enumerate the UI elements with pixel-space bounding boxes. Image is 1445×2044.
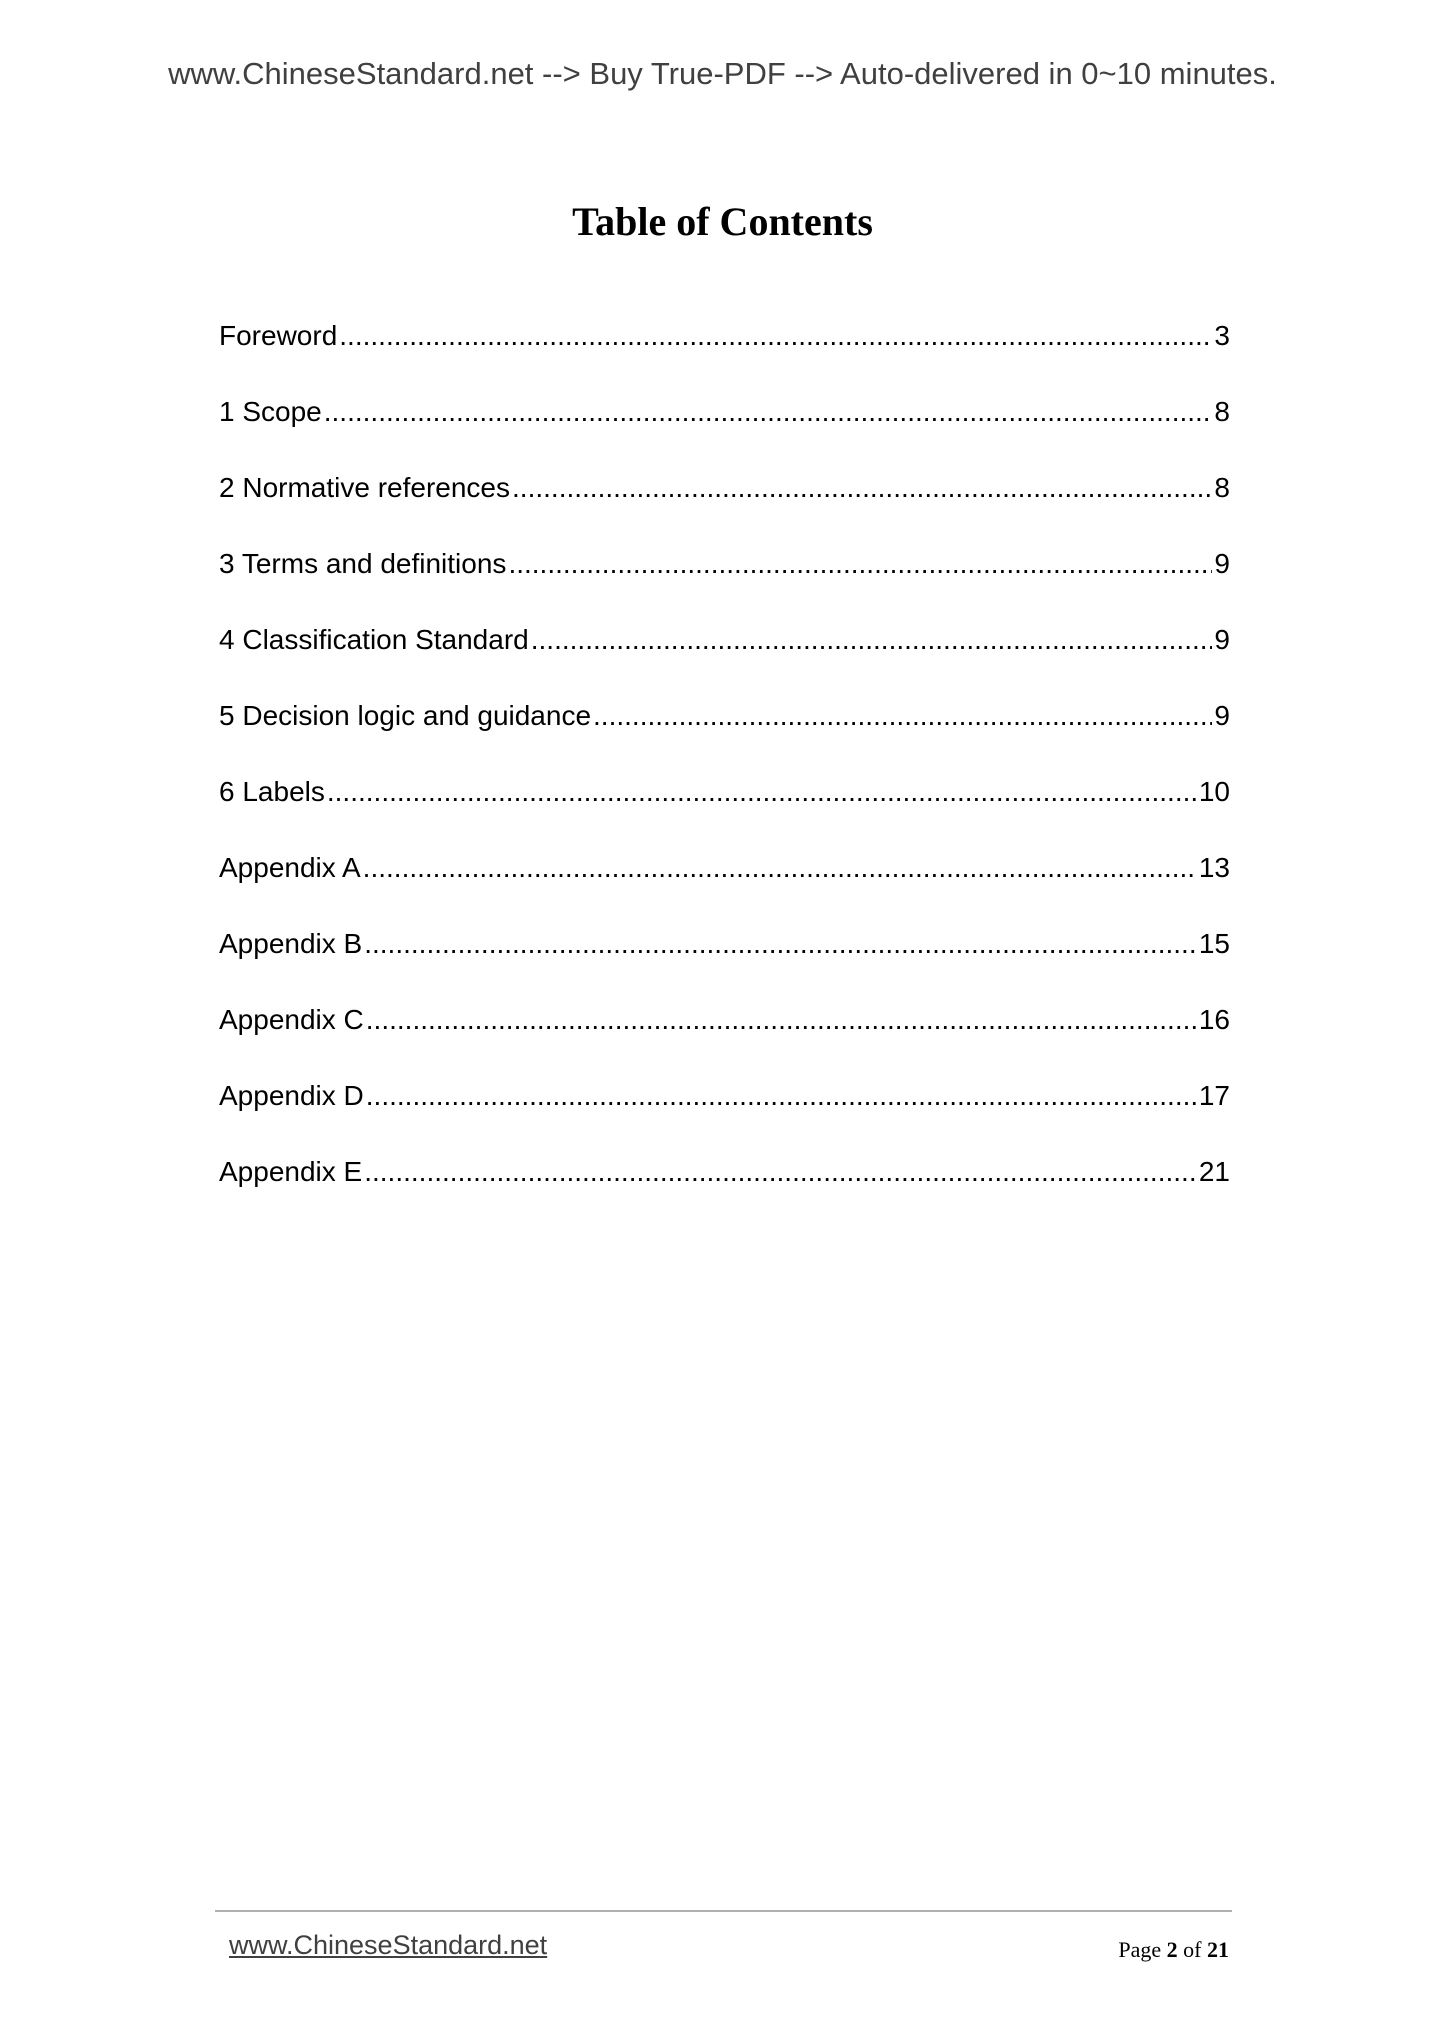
toc-dot-leader <box>531 616 1213 664</box>
toc-entry-classification-standard[interactable] <box>219 616 1230 692</box>
toc-dot-leader <box>512 464 1212 512</box>
toc-entry-page: 9 <box>1214 700 1230 731</box>
toc-entry-appendix-e[interactable] <box>219 1148 1230 1224</box>
toc-entry-label: 3 Terms and definitions <box>219 548 507 579</box>
toc-entry-page: 8 <box>1214 472 1230 503</box>
total-page-count: 21 <box>1207 1937 1229 1962</box>
toc-entry-page: 13 <box>1198 852 1230 883</box>
footer-divider <box>215 1910 1232 1912</box>
current-page-number: 2 <box>1166 1937 1178 1962</box>
page-prefix: Page <box>1118 1937 1162 1962</box>
toc-entry-label: Appendix E <box>219 1156 363 1187</box>
toc-dot-leader <box>327 768 1197 816</box>
toc-entry-label: Foreword <box>219 320 338 351</box>
toc-entry-decision-logic[interactable] <box>219 692 1230 768</box>
toc-dot-leader <box>366 1072 1197 1120</box>
toc-entry-appendix-b[interactable] <box>219 920 1230 996</box>
toc-entry-page: 9 <box>1214 548 1230 579</box>
toc-entry-appendix-a[interactable] <box>219 844 1230 920</box>
toc-entry-terms-and-definitions[interactable] <box>219 540 1230 616</box>
toc-entry-appendix-d[interactable] <box>219 1072 1230 1148</box>
page-title: Table of Contents <box>572 199 873 244</box>
toc-entry-appendix-c[interactable] <box>219 996 1230 1072</box>
toc-entry-page: 16 <box>1198 1004 1230 1035</box>
toc-dot-leader <box>324 388 1213 436</box>
toc-dot-leader <box>508 540 1212 588</box>
toc-entry-page: 3 <box>1214 320 1230 351</box>
toc-entry-label: 2 Normative references <box>219 472 511 503</box>
footer-site-link[interactable]: www.ChineseStandard.net <box>229 1930 548 1960</box>
toc-entry-labels[interactable] <box>219 768 1230 844</box>
toc-entry-label: Appendix C <box>219 1004 364 1035</box>
toc-entry-page: 17 <box>1198 1080 1230 1111</box>
toc-entry-foreword[interactable] <box>219 312 1230 388</box>
toc-entry-label: Appendix D <box>219 1080 364 1111</box>
toc-entry-page: 21 <box>1198 1156 1230 1187</box>
toc-dot-leader <box>339 312 1212 360</box>
page-separator: of <box>1183 1937 1202 1962</box>
toc-dot-leader <box>366 996 1197 1044</box>
toc-entry-page: 9 <box>1214 624 1230 655</box>
toc-dot-leader <box>363 844 1197 892</box>
toc-dot-leader <box>364 920 1197 968</box>
toc-dot-leader <box>364 1148 1197 1196</box>
toc-entry-label: 6 Labels <box>219 776 325 807</box>
toc-entry-page: 15 <box>1198 928 1230 959</box>
table-of-contents <box>219 312 1230 1224</box>
toc-dot-leader <box>593 692 1212 740</box>
toc-entry-page: 8 <box>1214 396 1230 427</box>
toc-entry-label: 1 Scope <box>219 396 322 427</box>
toc-entry-normative-references[interactable] <box>219 464 1230 540</box>
page-number <box>1118 1937 1229 1963</box>
toc-entry-label: Appendix B <box>219 928 363 959</box>
top-banner: www.ChineseStandard.net --> Buy True-PDF --> Auto-delivered in 0~10 minutes. <box>168 56 1277 91</box>
toc-entry-label: 4 Classification Standard <box>219 624 529 655</box>
toc-entry-scope[interactable] <box>219 388 1230 464</box>
toc-entry-page: 10 <box>1198 776 1230 807</box>
toc-entry-label: Appendix A <box>219 852 361 883</box>
toc-entry-label: 5 Decision logic and guidance <box>219 700 592 731</box>
